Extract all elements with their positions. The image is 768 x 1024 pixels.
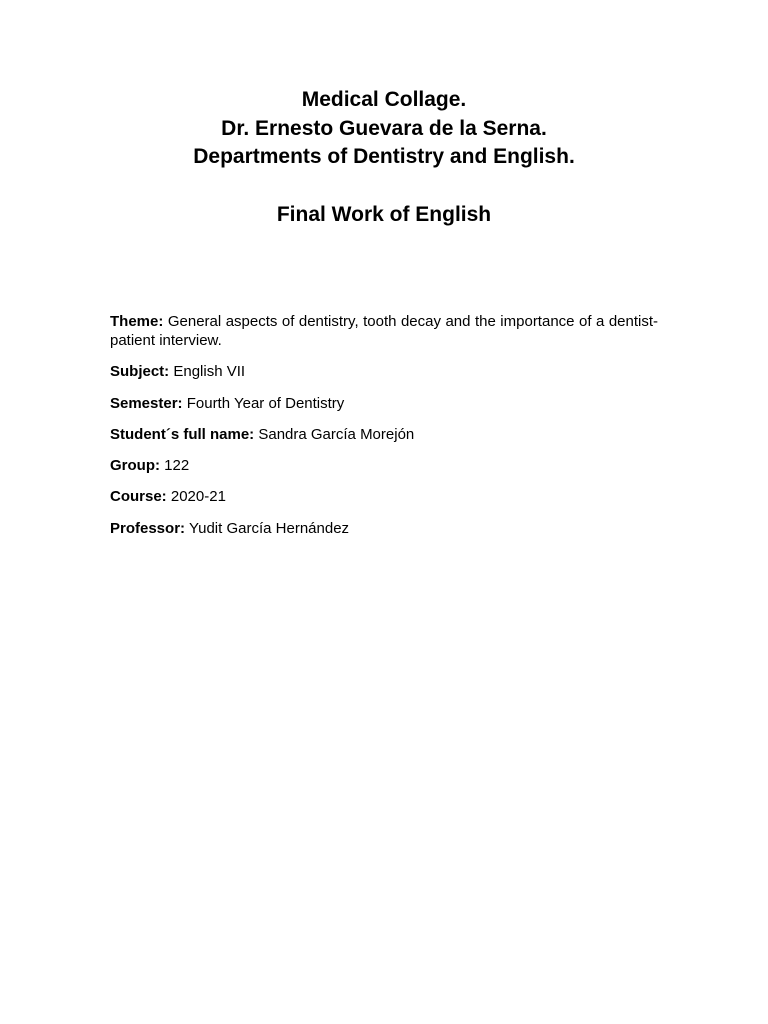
theme-field [110, 312, 658, 350]
group-label: Group: [110, 457, 160, 475]
subject-label: Subject: [110, 363, 170, 381]
course-value: 2020-21 [170, 488, 226, 506]
group-value: 122 [164, 457, 190, 475]
details-list [110, 312, 658, 550]
course-label: Course: [110, 488, 167, 506]
course-field [110, 487, 658, 506]
semester-field [110, 394, 658, 413]
professor-value: Yudit García Hernández [188, 519, 350, 537]
subject-field [110, 362, 658, 381]
student-name-value: Sandra García Morejón [258, 425, 415, 443]
theme-value: General aspects of dentistry, tooth decay and the importance of a dentist-patient interview. [110, 313, 659, 349]
subject-value: English VII [173, 363, 246, 381]
professor-label: Professor: [110, 519, 186, 537]
student-name-label: Student´s full name: [110, 425, 255, 443]
professor-field [110, 519, 658, 538]
college-name: Medical Collage. [301, 88, 467, 111]
school-name: Dr. Ernesto Guevara de la Serna. [221, 116, 547, 140]
semester-value: Fourth Year of Dentistry [186, 394, 345, 412]
group-field [110, 456, 658, 475]
theme-label: Theme: [110, 313, 164, 330]
work-title: Final Work of English [276, 203, 492, 226]
institution-heading [0, 86, 768, 172]
semester-label: Semester: [110, 394, 183, 412]
student-name-field [110, 425, 658, 444]
departments-name: Departments of Dentistry and English. [193, 145, 575, 168]
